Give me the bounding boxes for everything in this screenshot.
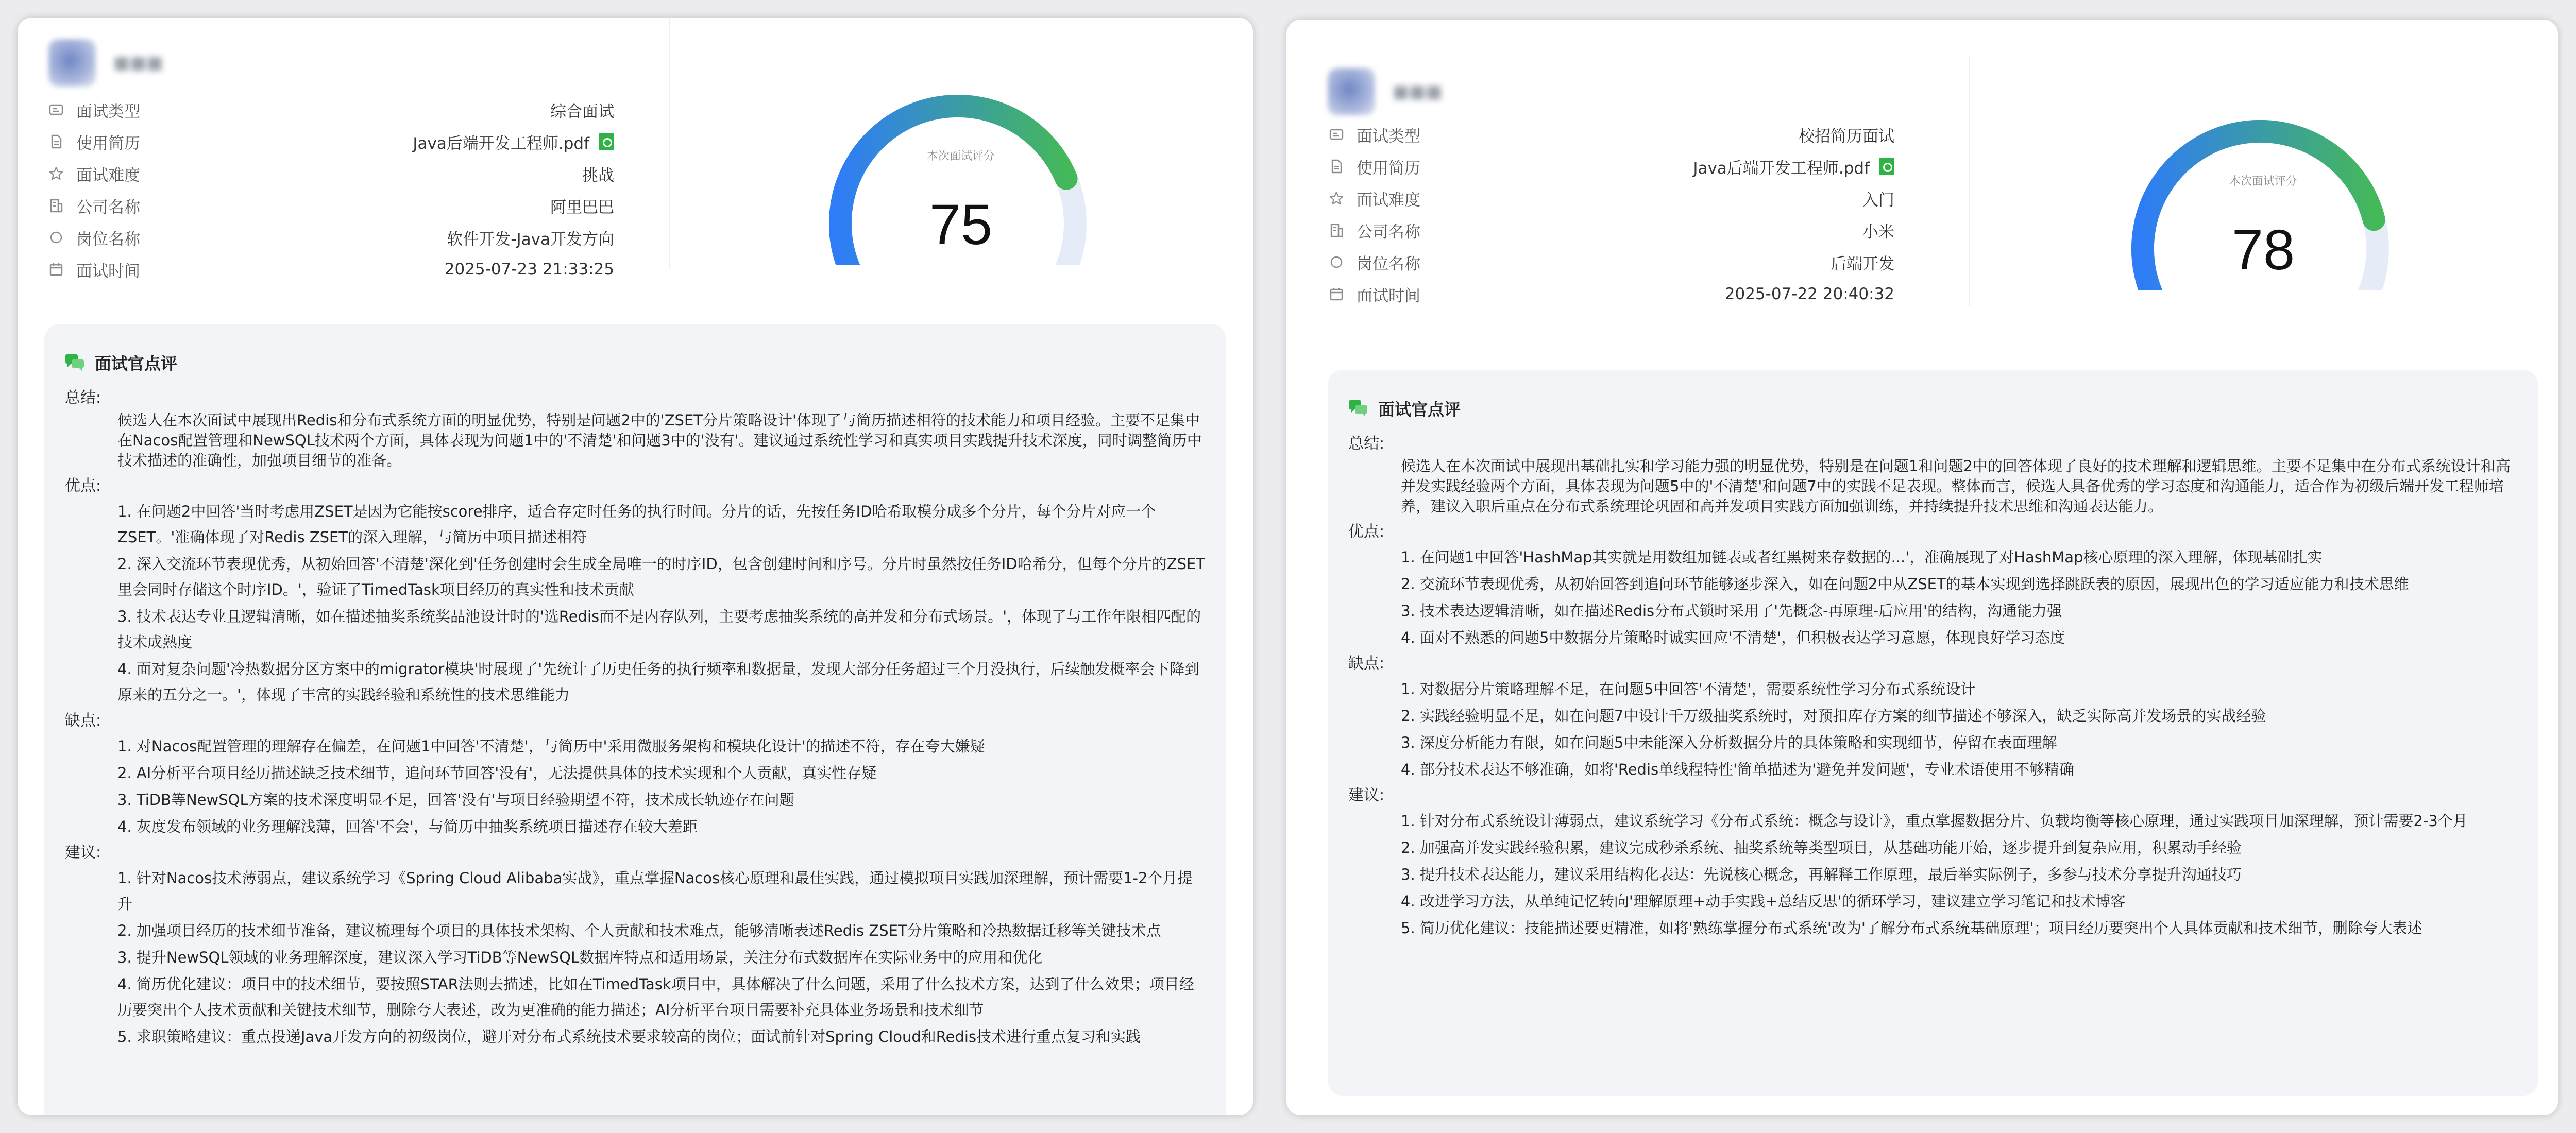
position-value: 后端开发 <box>1831 254 1894 273</box>
score-caption: 本次面试评分 <box>2229 175 2298 188</box>
chat-bubbles-icon <box>65 354 84 371</box>
header-divider <box>669 18 670 269</box>
pros-heading: 优点: <box>65 477 101 495</box>
info-row-company <box>47 190 614 221</box>
cons-heading: 缺点: <box>1348 655 1385 673</box>
pros-list <box>65 499 1206 708</box>
report-card-1 <box>18 18 1253 1115</box>
summary-text: 候选人在本次面试中展现出Redis和分布式系统方面的明显优势，特别是问题2中的'ZSET分片策略设计'体现了与简历描述相符的技术能力和项目经验。主要不足集中在Nacos配置管理和NewSQL技术两个方面，具体表现为问题1中的'不清楚'和问题3中的'没有'。建议通过系统性学习和真实项目实践提升技术深度，同时调整简历中技术描述的准确性，加强项目细节的准备。 <box>117 411 1202 469</box>
company-label: 公司名称 <box>76 198 140 217</box>
id-card-icon <box>47 101 65 118</box>
company-value: 阿里巴巴 <box>550 198 614 217</box>
report-card-2 <box>1286 20 2558 1115</box>
list-item: 1. 对Nacos配置管理的理解存在偏差，在问题1中回答'不清楚'，与简历中'采用微服务架构和模块化设计'的描述不符，存在夸大嫌疑 <box>117 737 985 755</box>
list-item: 3. 深度分析能力有限，如在问题5中未能深入分析数据分片的具体策略和实现细节，停留在表面理解 <box>1401 734 2057 751</box>
interview-info-list <box>1328 118 1894 310</box>
summary-heading: 总结: <box>1348 435 1385 453</box>
list-item: 1. 针对Nacos技术薄弱点，建议系统学习《Spring Cloud Alibaba实战》，重点掌握Nacos核心原理和最佳实践，通过模拟项目实践加深理解，预计需要1-2个月提升 <box>117 869 1193 913</box>
comment-title: 面试官点评 <box>1378 400 1461 419</box>
position-label: 岗位名称 <box>1357 254 1420 273</box>
position-value: 软件开发-Java开发方向 <box>447 230 614 249</box>
list-item: 3. 提升NewSQL领域的业务理解深度，建议深入学习TiDB等NewSQL数据库特点和适用场景，关注分布式数据库在实际业务中的应用和优化 <box>117 949 1043 966</box>
building-icon <box>47 197 65 214</box>
time-value: 2025-07-22 20:40:32 <box>1724 285 1894 303</box>
info-row-position <box>47 221 614 253</box>
user-row <box>48 39 163 87</box>
resume-value-wrap[interactable] <box>1693 155 1894 178</box>
list-item: 2. 交流环节表现优秀，从初始回答到追问环节能够逐步深入，如在问题2中从ZSET的基本实现到选择跳跃表的原因，展现出色的学习适应能力和技术思维 <box>1401 575 2409 593</box>
cons-list <box>1348 676 2518 782</box>
user-row <box>1328 68 1442 115</box>
info-row-difficulty <box>47 158 614 190</box>
info-row-difficulty <box>1328 182 1894 214</box>
score-caption: 本次面试评分 <box>926 150 995 163</box>
building-icon <box>1328 221 1345 239</box>
score-gauge <box>793 95 1123 265</box>
interviewer-comment-box <box>44 324 1226 1115</box>
resume-label: 使用简历 <box>76 134 140 153</box>
time-label: 面试时间 <box>76 262 140 281</box>
info-row-interview-type <box>47 94 614 126</box>
score-gauge-svg <box>2095 120 2425 290</box>
difficulty-label: 面试难度 <box>1357 191 1420 210</box>
interview-type-value: 校招简历面试 <box>1799 127 1894 146</box>
report-header <box>1286 20 2558 308</box>
header-divider <box>1969 57 1970 306</box>
info-row-resume <box>47 126 614 158</box>
list-item: 2. 实践经验明显不足，如在问题7中设计千万级抽奖系统时，对预扣库存方案的细节描述不够深入，缺乏实际高并发场景的实战经验 <box>1401 707 2266 725</box>
score-gauge <box>2095 120 2425 290</box>
suggestions-heading: 建议: <box>1348 786 1385 804</box>
interview-type-label: 面试类型 <box>76 102 140 121</box>
list-item: 1. 在问题2中回答'当时考虑用ZSET是因为它能按score排序，适合存定时任务的执行时间。分片的话，先按任务ID哈希取模分成多个分片，每个分片对应一个ZSET。'准确体现了对Redis ZSET的深入理解，与简历中项目描述相符 <box>117 503 1156 546</box>
time-value: 2025-07-23 21:33:25 <box>444 260 614 279</box>
summary-text: 候选人在本次面试中展现出基础扎实和学习能力强的明显优势，特别是在问题1和问题2中的回答体现了良好的技术理解和逻辑思维。主要不足集中在分布式系统设计和高并发实践经验两个方面，具体表现为问题5中的'不清楚'和问题7中的实践不足表现。整体而言，候选人具备优秀的学习态度和沟通能力，适合作为初级后端开发工程师培养，建议入职后重点在分布式系统理论巩固和高并发项目实践方面加强训练，并持续提升技术思维和沟通表达能力。 <box>1401 457 2511 515</box>
score-value: 78 <box>2231 218 2295 282</box>
cons-heading: 缺点: <box>65 712 101 730</box>
summary-heading: 总结: <box>65 389 101 407</box>
list-item: 4. 简历优化建议：项目中的技术细节，要按照STAR法则去描述，比如在TimedTask项目中，具体解决了什么问题，采用了什么技术方案，达到了什么效果；项目经历要突出个人技术贡献和关键技术细节，删除夸大表述，改为更准确的能力描述；AI分析平台项目需要补充具体业务场景和技术细节 <box>117 975 1194 1019</box>
chat-bubbles-icon <box>1348 400 1368 417</box>
time-label: 面试时间 <box>1357 286 1420 305</box>
list-item: 3. TiDB等NewSQL方案的技术深度明显不足，回答'没有'与项目经验期望不符，技术成长轨迹存在问题 <box>117 791 794 809</box>
position-label: 岗位名称 <box>76 230 140 249</box>
resume-link[interactable]: Java后端开发工程师.pdf <box>413 134 589 153</box>
difficulty-label: 面试难度 <box>76 166 140 185</box>
list-item: 4. 面对复杂问题'冷热数据分区方案中的migrator模块'时展现了'先统计了历史任务的执行频率和数据量，发现大部分任务超过三个月没执行，后续触发概率会下降到原来的五分之一。'，体现了丰富的实践经验和系统性的技术思维能力 <box>117 660 1200 703</box>
list-item: 1. 在问题1中回答'HashMap其实就是用数组加链表或者红黑树来存数据的...'，准确展现了对HashMap核心原理的深入理解，体现基础扎实 <box>1401 548 2323 566</box>
info-row-time <box>1328 278 1894 310</box>
list-item: 2. AI分析平台项目经历描述缺乏技术细节，追问环节回答'没有'，无法提供具体的技术实现和个人贡献，真实性存疑 <box>117 764 877 782</box>
company-label: 公司名称 <box>1357 222 1420 242</box>
list-item: 4. 改进学习方法，从单纯记忆转向'理解原理+动手实践+总结反思'的循环学习，建议建立学习笔记和技术博客 <box>1401 892 2126 910</box>
calendar-icon <box>1328 285 1345 303</box>
list-item: 3. 提升技术表达能力，建议采用结构化表达：先说核心概念，再解释工作原理，最后举实际例子，多参与技术分享提升沟通技巧 <box>1401 866 2242 883</box>
list-item: 1. 对数据分片策略理解不足，在问题5中回答'不清楚'，需要系统性学习分布式系统设计 <box>1401 680 1976 698</box>
interview-type-value: 综合面试 <box>550 102 614 121</box>
list-item: 4. 部分技术表达不够准确，如将'Redis单线程特性'简单描述为'避免并发问题'，专业术语使用不够精确 <box>1401 761 2075 778</box>
pros-heading: 优点: <box>1348 523 1385 541</box>
score-value: 75 <box>929 193 993 256</box>
list-item: 5. 求职策略建议：重点投递Java开发方向的初级岗位，避开对分布式系统技术要求较高的岗位；面试前针对Spring Cloud和Redis技术进行重点复习和实践 <box>117 1028 1141 1045</box>
report-header <box>18 18 1253 306</box>
document-icon <box>1328 158 1345 175</box>
company-value: 小米 <box>1862 222 1894 242</box>
list-item: 5. 简历优化建议：技能描述要更精准，如将'熟练掌握分布式系统'改为'了解分布式系统基础原理'；项目经历要突出个人具体贡献和技术细节，删除夸大表述 <box>1401 919 2422 937</box>
username-blurred: ■■■ <box>113 53 163 73</box>
comment-title-row <box>1348 397 2518 420</box>
list-item: 1. 针对分布式系统设计薄弱点，建议系统学习《分布式系统：概念与设计》，重点掌握数据分片、负载均衡等核心原理，通过实践项目加深理解，预计需要2-3个月 <box>1401 812 2468 830</box>
pros-list <box>1348 544 2518 650</box>
comment-title: 面试官点评 <box>95 354 178 373</box>
list-item: 2. 加强高并发实践经验积累，建议完成秒杀系统、抽奖系统等类型项目，从基础功能开始，逐步提升到复杂应用，积累动手经验 <box>1401 839 2242 856</box>
difficulty-value: 挑战 <box>582 166 614 185</box>
list-item: 4. 灰度发布领域的业务理解浅薄，回答'不会'，与简历中抽奖系统项目描述存在较大差距 <box>117 818 698 835</box>
info-row-position <box>1328 246 1894 278</box>
info-row-resume <box>1328 150 1894 182</box>
id-card-icon <box>1328 126 1345 143</box>
list-item: 3. 技术表达专业且逻辑清晰，如在描述抽奖系统奖品池设计时的'选Redis而不是内存队列，主要考虑抽奖系统的高并发和分布式场景。'，体现了与工作年限相匹配的技术成熟度 <box>117 608 1201 651</box>
circle-icon <box>1328 253 1345 271</box>
score-gauge-svg <box>793 95 1123 265</box>
info-row-time <box>47 253 614 285</box>
circle-icon <box>47 229 65 246</box>
list-item: 2. 深入交流环节表现优秀，从初始回答'不清楚'深化到'任务创建时会生成全局唯一的时序ID，包含创建时间和序号。分片时虽然按任务ID哈希分，但每个分片的ZSET里会同时存储这个时序ID。'，验证了TimedTask项目经历的真实性和技术贡献 <box>117 555 1205 598</box>
avatar <box>48 39 96 87</box>
suggestions-list <box>1348 808 2518 941</box>
avatar <box>1328 68 1375 115</box>
cons-list <box>65 733 1206 839</box>
resume-value-wrap[interactable] <box>413 130 614 153</box>
pdf-file-icon[interactable] <box>599 133 614 150</box>
star-icon <box>1328 190 1345 207</box>
list-item: 2. 加强项目经历的技术细节准备，建议梳理每个项目的具体技术架构、个人贡献和技术难点，能够清晰表述Redis ZSET分片策略和冷热数据迁移等关键技术点 <box>117 922 1161 939</box>
comment-title-row <box>65 351 1206 374</box>
interviewer-comment-box <box>1328 370 2538 1096</box>
interview-info-list <box>47 94 614 285</box>
interview-type-label: 面试类型 <box>1357 127 1420 146</box>
list-item: 4. 面对不熟悉的问题5中数据分片策略时诚实回应'不清楚'，但积极表达学习意愿，体现良好学习态度 <box>1401 629 2065 646</box>
calendar-icon <box>47 261 65 278</box>
document-icon <box>47 133 65 150</box>
suggestions-heading: 建议: <box>65 844 101 862</box>
star-icon <box>47 165 65 182</box>
difficulty-value: 入门 <box>1862 191 1894 210</box>
username-blurred: ■■■ <box>1393 81 1443 102</box>
list-item: 3. 技术表达逻辑清晰，如在描述Redis分布式锁时采用了'先概念-再原理-后应用'的结构，沟通能力强 <box>1401 602 2062 620</box>
info-row-company <box>1328 214 1894 246</box>
suggestions-list <box>65 865 1206 1050</box>
info-row-interview-type <box>1328 118 1894 150</box>
pdf-file-icon[interactable] <box>1879 158 1894 175</box>
resume-link[interactable]: Java后端开发工程师.pdf <box>1693 159 1870 178</box>
resume-label: 使用简历 <box>1357 159 1420 178</box>
